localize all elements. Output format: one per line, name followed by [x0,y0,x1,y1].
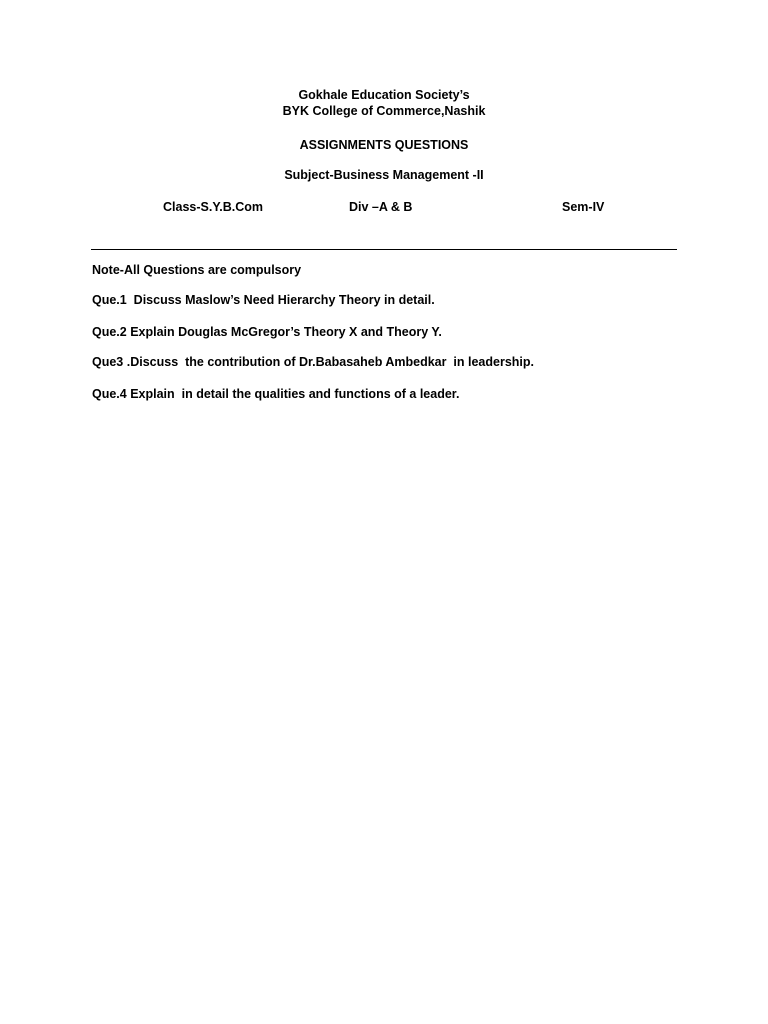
question-item: Que.4 Explain in detail the qualities and functions of a leader. [92,387,460,401]
assignment-heading: ASSIGNMENTS QUESTIONS [299,138,469,152]
divider-line [91,249,677,250]
semester-label: Sem-IV [562,200,605,214]
society-name: Gokhale Education Society’s [298,88,470,102]
class-label: Class-S.Y.B.Com [163,200,264,214]
subject-line: Subject-Business Management -II [284,168,484,182]
question-item: Que.2 Explain Douglas McGregor’s Theory X and Theory Y. [92,325,442,339]
question-item: Que.1 Discuss Maslow’s Need Hierarchy Theory in detail. [92,293,435,307]
college-name: BYK College of Commerce,Nashik [282,104,486,118]
note-text: Note-All Questions are compulsory [92,263,302,277]
question-item: Que3 .Discuss the contribution of Dr.Babasaheb Ambedkar in leadership. [92,355,534,369]
division-label: Div –A & B [349,200,413,214]
